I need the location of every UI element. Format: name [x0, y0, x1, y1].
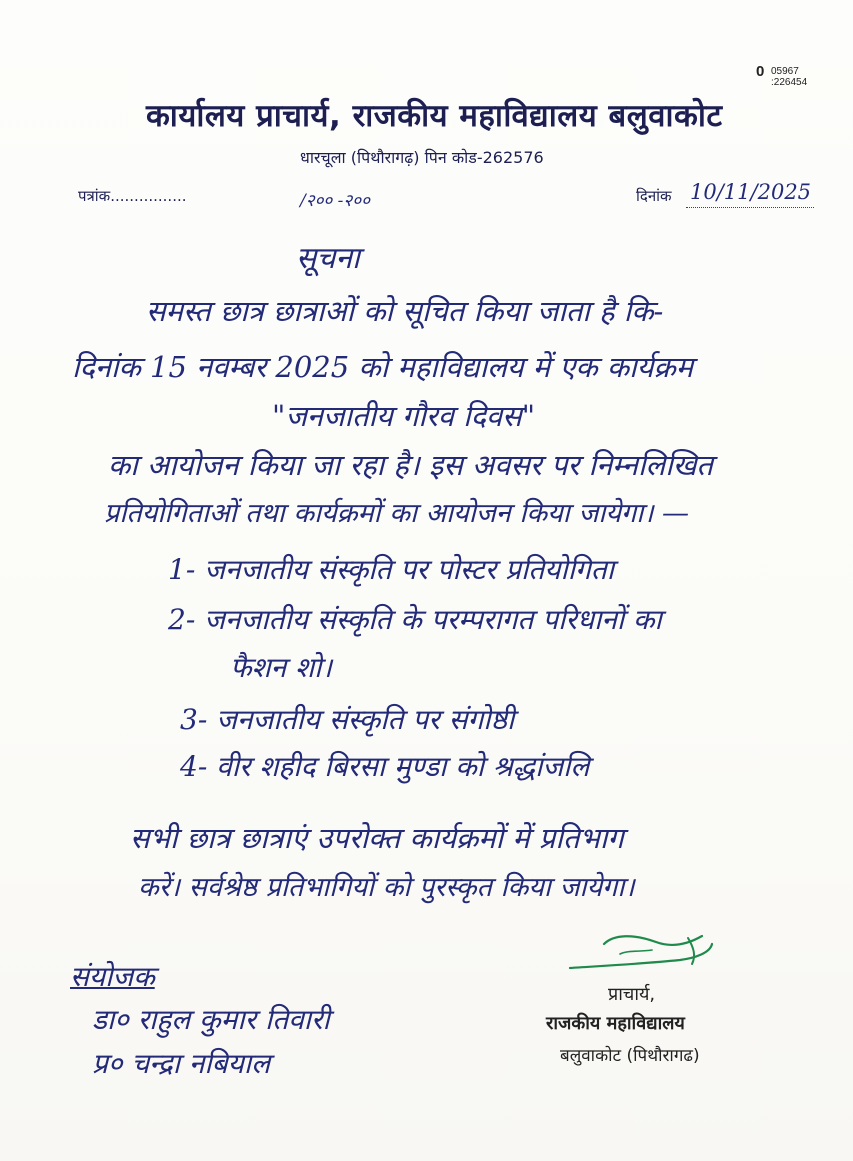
coordinator-name-2: प्र० चन्द्रा नबियाल — [92, 1047, 271, 1080]
closing-line-1: सभी छात्र छात्राएं उपरोक्त कार्यक्रमों में प्रतिभाग — [130, 821, 624, 855]
closing-line-2: करें। सर्वश्रेष्ठ प्रतिभागियों को पुरस्कृत किया जायेगा। — [138, 872, 635, 903]
notice-line-5: प्रतियोगिताओं तथा कार्यक्रमों का आयोजन किया जायेगा। — — [104, 498, 690, 529]
principal-designation: प्राचार्य, — [608, 984, 656, 1005]
dinank-value: 10/11/2025 — [690, 180, 812, 204]
patrank-label: पत्रांक................ — [78, 187, 187, 205]
serial-mark-icon: 0 — [756, 63, 765, 80]
serial-number-2: :226454 — [771, 77, 808, 88]
event-item-2-continued: फैशन शो। — [230, 651, 332, 684]
event-item-2: 2- जनजातीय संस्कृति के परम्परागत परिधानों का — [168, 603, 662, 636]
coordinator-name-1: डा० राहुल कुमार तिवारी — [92, 1003, 330, 1036]
patrank-value: /२०० -२०० — [300, 191, 370, 211]
serial-number-1: 05967 — [771, 66, 799, 77]
dinank-dotted-line — [686, 207, 814, 208]
coordinator-label: संयोजक — [70, 960, 155, 993]
principal-college: राजकीय महाविद्यालय — [546, 1013, 685, 1034]
event-item-1: 1- जनजातीय संस्कृति पर पोस्टर प्रतियोगिता — [168, 553, 614, 586]
notice-line-1: समस्त छात्र छात्राओं को सूचित किया जाता है कि- — [146, 294, 664, 328]
letterhead-title: कार्यालय प्राचार्य, राजकीय महाविद्यालय बलुवाकोट — [146, 98, 723, 134]
notice-heading: सूचना — [296, 241, 360, 276]
notice-line-2: दिनांक 15 नवम्बर 2025 को महाविद्यालय में एक कार्यक्रम — [72, 350, 694, 384]
dinank-label: दिनांक — [636, 187, 672, 205]
notice-line-4: का आयोजन किया जा रहा है। इस अवसर पर निम्नलिखित — [108, 448, 713, 482]
principal-signature-icon — [560, 920, 720, 980]
event-item-3: 3- जनजातीय संस्कृति पर संगोष्ठी — [180, 703, 515, 736]
principal-location: बलुवाकोट (पिथौरागढ) — [560, 1046, 700, 1066]
event-item-4: 4- वीर शहीद बिरसा मुण्डा को श्रद्धांजलि — [180, 750, 590, 783]
letterhead-address: धारचूला (पिथौरागढ़) पिन कोड-262576 — [300, 148, 544, 167]
notice-line-3: "जनजातीय गौरव दिवस" — [272, 399, 536, 433]
